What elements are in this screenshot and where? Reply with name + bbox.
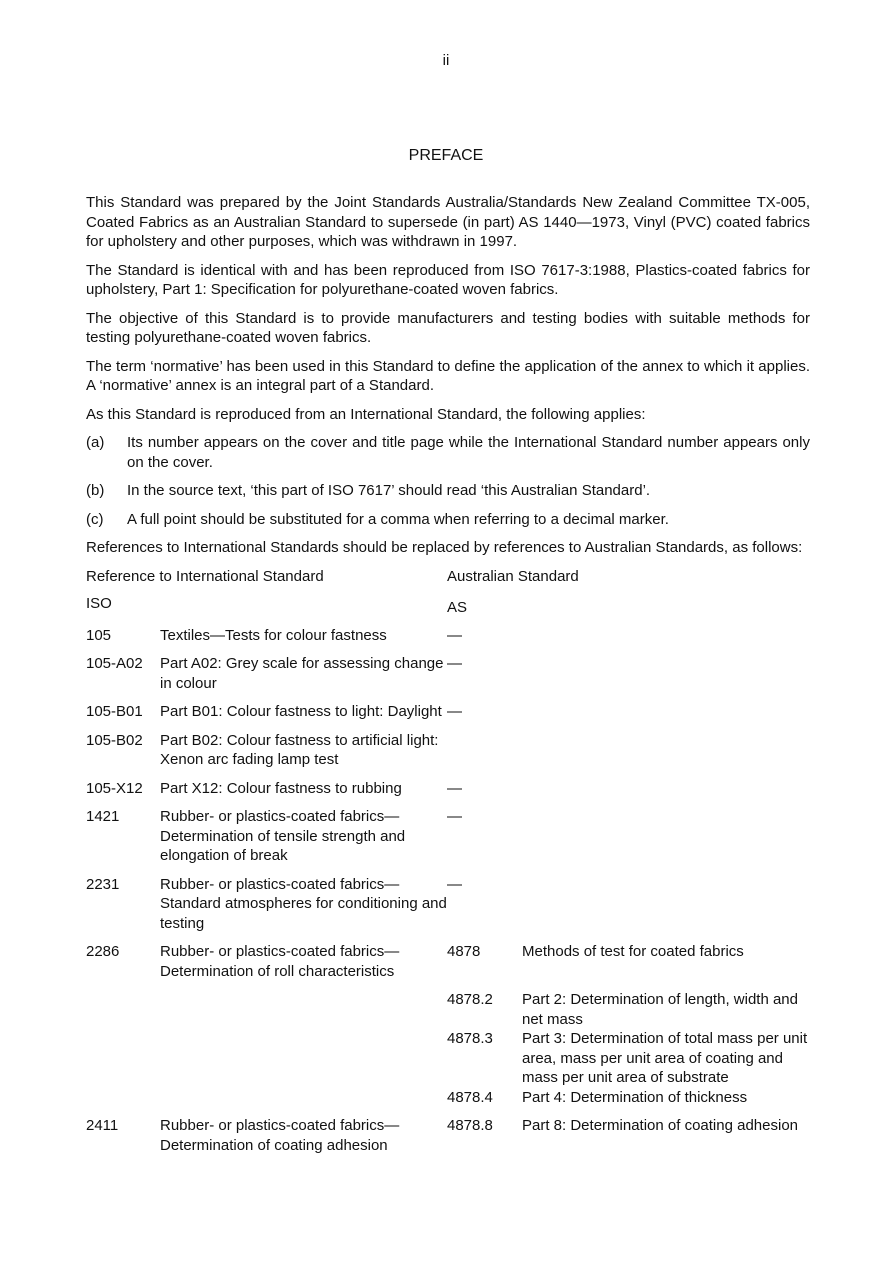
iso-title: Part B01: Colour fastness to light: Daylight — [160, 703, 442, 720]
paragraph: As this Standard is reproduced from an International Standard, the following applies: — [86, 405, 646, 423]
as-title: Part 3: Determination of total mass per unit area, mass per unit area of coating and mass per unit area of substrate — [522, 1030, 808, 1086]
subheader-as: AS — [447, 599, 468, 616]
table-row — [86, 807, 810, 875]
as-title: Part 4: Determination of thickness — [522, 1088, 748, 1106]
header-international: Reference to International Standard — [86, 567, 324, 585]
as-number: — — [447, 703, 462, 720]
iso-number: 105-B02 — [86, 731, 143, 749]
table-row — [86, 875, 810, 943]
as-title — [522, 654, 810, 702]
list-marker: (c) — [86, 510, 104, 528]
table-row — [86, 626, 810, 655]
as-number: — — [447, 626, 462, 644]
table-row — [86, 731, 810, 779]
iso-number — [86, 990, 160, 1029]
as-number: 4878.8 — [447, 1117, 493, 1134]
as-title — [522, 875, 810, 943]
list-marker: (b) — [86, 482, 105, 499]
paragraph: The objective of this Standard is to provide manufacturers and testing bodies with suitable methods for testing polyurethane-coated woven fabrics. — [86, 309, 810, 346]
as-number: 4878.2 — [447, 991, 493, 1008]
table-row — [86, 1116, 810, 1164]
iso-title: Rubber- or plastics-coated fabrics—Standard atmospheres for conditioning and testing — [160, 875, 447, 932]
as-number: — — [447, 779, 462, 797]
as-number: — — [447, 808, 462, 825]
as-title: Methods of test for coated fabrics — [522, 943, 744, 960]
iso-title — [160, 990, 447, 1029]
iso-number — [86, 1029, 160, 1088]
as-title — [522, 731, 810, 779]
iso-number: 105 — [86, 626, 112, 644]
page-number: ii — [442, 52, 450, 69]
list-text: Its number appears on the cover and title page while the International Standard number appears only on the cover. — [127, 434, 810, 471]
iso-title: Part B02: Colour fastness to artificial light: Xenon arc fading lamp test — [160, 731, 439, 768]
as-title — [522, 779, 810, 808]
table-subheader-row — [86, 594, 810, 626]
list-text: In the source text, ‘this part of ISO 7617’ should read ‘this Australian Standard’. — [127, 482, 651, 499]
iso-title: Rubber- or plastics-coated fabrics—Determination of tensile strength and elongation of break — [160, 808, 406, 864]
as-title — [522, 626, 810, 655]
as-title — [522, 702, 810, 731]
iso-title — [160, 1029, 447, 1088]
iso-title: Part X12: Colour fastness to rubbing — [160, 779, 402, 797]
list-text: A full point should be substituted for a comma when referring to a decimal marker. — [127, 510, 669, 528]
as-title — [522, 807, 810, 875]
as-number: — — [447, 655, 462, 672]
list-item — [86, 433, 810, 472]
iso-title — [160, 1088, 447, 1117]
iso-number: 105-B01 — [86, 703, 143, 720]
iso-number: 2286 — [86, 943, 120, 960]
subheader-iso: ISO — [86, 595, 112, 612]
paragraph: This Standard was prepared by the Joint Standards Australia/Standards New Zealand Committee TX-005, Coated Fabrics as an Australian Standard to supersede (in part) AS 1440—1973, Vinyl (PVC) coated fabrics for upholstery and other purposes, which was withdrawn in 1997. — [86, 194, 810, 250]
as-number — [447, 731, 522, 779]
references-intro: References to International Standards should be replaced by references to Australian Standards, as follows: — [86, 539, 803, 556]
references-table — [86, 567, 810, 1165]
iso-title: Rubber- or plastics-coated fabrics—Determination of roll characteristics — [160, 943, 400, 980]
iso-title: Part A02: Grey scale for assessing change in colour — [160, 655, 444, 692]
table-row — [86, 1029, 810, 1088]
paragraph: The Standard is identical with and has been reproduced from ISO 7617-3:1988, Plastics-coated fabrics for upholstery, Part 1: Specification for polyurethane-coated woven fabrics. — [86, 261, 810, 298]
table-row — [86, 654, 810, 702]
as-title: Part 8: Determination of coating adhesion — [522, 1117, 798, 1134]
as-number: — — [447, 875, 462, 893]
iso-title: Textiles—Tests for colour fastness — [160, 626, 387, 644]
header-australian: Australian Standard — [447, 567, 579, 585]
table-row — [86, 702, 810, 731]
table-row — [86, 779, 810, 808]
paragraph: The term ‘normative’ has been used in this Standard to define the application of the annex to which it applies. A ‘normative’ annex is an integral part of a Standard. — [86, 357, 810, 394]
applies-list — [86, 433, 810, 529]
list-marker: (a) — [86, 434, 105, 451]
list-item — [86, 510, 810, 530]
as-title: Part 2: Determination of length, width and net mass — [522, 991, 798, 1028]
as-number: 4878 — [447, 943, 481, 960]
as-number: 4878.3 — [447, 1030, 493, 1047]
list-item — [86, 481, 810, 501]
iso-number: 105-A02 — [86, 655, 143, 672]
as-number: 4878.4 — [447, 1088, 493, 1106]
iso-title: Rubber- or plastics-coated fabrics—Determination of coating adhesion — [160, 1117, 400, 1154]
table-row — [86, 990, 810, 1029]
table-header-row — [86, 567, 810, 595]
iso-number: 2411 — [86, 1117, 119, 1134]
preface-body — [86, 193, 810, 1164]
iso-number: 1421 — [86, 808, 120, 825]
page-title: PREFACE — [408, 147, 484, 164]
iso-number: 2231 — [86, 875, 120, 893]
iso-number: 105-X12 — [86, 779, 143, 797]
table-row — [86, 942, 810, 990]
table-row — [86, 1088, 810, 1117]
iso-number — [86, 1088, 160, 1117]
